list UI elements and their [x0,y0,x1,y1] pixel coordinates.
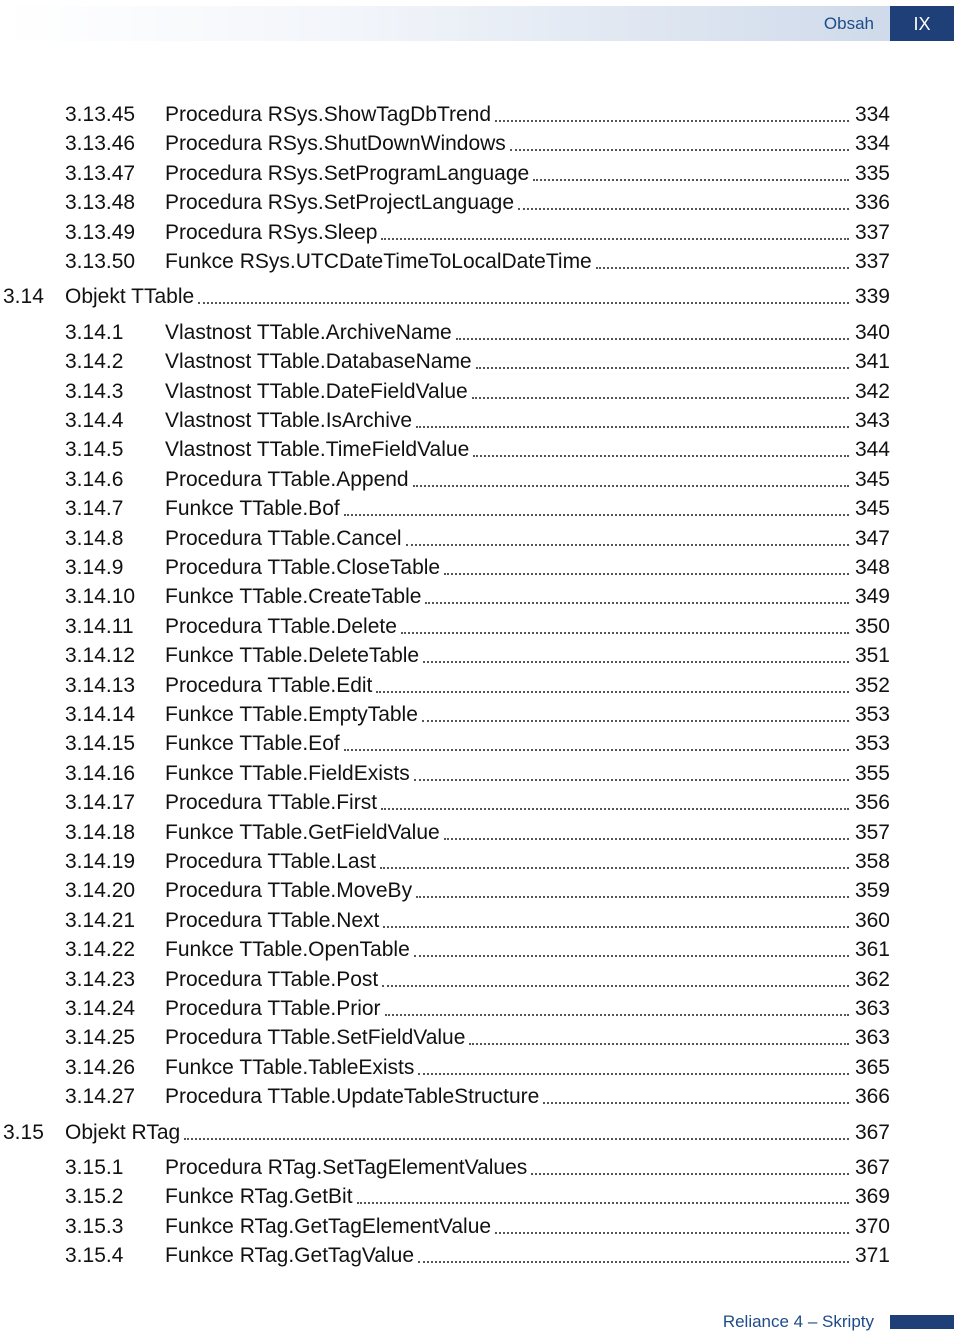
toc-entry-number: 3.13.45 [65,103,136,126]
toc-entry-title[interactable]: Procedura RSys.ShowTagDbTrend [165,103,492,126]
toc-entry-title[interactable]: Funkce TTable.GetFieldValue [165,821,440,844]
toc-entry[interactable] [65,219,890,245]
toc-entry-page: 357 [854,821,890,844]
toc-entry-page: 334 [854,132,890,155]
toc-entry-number: 3.14.12 [65,644,136,667]
toc-entry-number: 3.14.7 [65,497,124,520]
toc-entry-title[interactable]: Funkce RSys.UTCDateTimeToLocalDateTime [165,250,592,273]
toc-entry[interactable] [65,583,890,609]
toc-entry[interactable] [65,1024,890,1050]
toc-dot-leader [469,1043,849,1045]
toc-entry-title[interactable]: Funkce TTable.EmptyTable [165,703,418,726]
toc-entry-title[interactable]: Procedura TTable.Delete [165,615,397,638]
toc-entry-title[interactable]: Funkce RTag.GetBit [165,1185,353,1208]
toc-entry-page: 353 [854,703,890,726]
toc-entry[interactable] [65,436,890,462]
toc-entry-number: 3.14.19 [65,850,136,873]
toc-entry[interactable] [65,642,890,668]
toc-entry-title[interactable]: Funkce TTable.OpenTable [165,938,410,961]
toc-dot-leader [472,397,849,399]
toc-entry-page: 356 [854,791,890,814]
toc-entry-title[interactable]: Objekt TTable [65,285,195,308]
toc-entry-page: 339 [854,285,890,308]
toc-entry-number: 3.13.46 [65,132,136,155]
toc-entry-number: 3.14.24 [65,997,136,1020]
toc-dot-leader [416,426,849,428]
toc-entry-title[interactable]: Procedura TTable.UpdateTableStructure [165,1085,540,1108]
toc-dot-leader [414,779,849,781]
toc-entry-page: 343 [854,409,890,432]
toc-entry-number: 3.14.17 [65,791,136,814]
toc-entry-number: 3.13.50 [65,250,136,273]
toc-entry-page: 361 [854,938,890,961]
toc-entry[interactable] [65,1183,890,1209]
toc-dot-leader [476,367,849,369]
toc-entry[interactable] [65,378,890,404]
toc-entry-title[interactable]: Procedura TTable.SetFieldValue [165,1026,466,1049]
toc-entry-page: 362 [854,968,890,991]
toc-entry-number: 3.13.49 [65,221,136,244]
toc-entry-number: 3.15.2 [65,1185,124,1208]
toc-entry-title[interactable]: Vlastnost TTable.ArchiveName [165,321,452,344]
toc-entry-page: 347 [854,527,890,550]
toc-entry[interactable] [65,730,890,756]
toc-entry-page: 341 [854,350,890,373]
toc-entry[interactable] [65,877,890,903]
toc-entry[interactable] [65,130,890,156]
toc-entry-title[interactable]: Funkce TTable.TableExists [165,1056,415,1079]
toc-entry-title[interactable]: Funkce TTable.Bof [165,497,340,520]
header-band [2,6,890,41]
toc-entry-title[interactable]: Procedura RTag.SetTagElementValues [165,1156,528,1179]
toc-entry[interactable] [65,348,890,374]
toc-entry-page: 352 [854,674,890,697]
toc-entry[interactable] [65,319,890,345]
toc-dot-leader [385,1014,849,1016]
toc-entry-page: 337 [854,250,890,273]
toc-entry-title[interactable]: Procedura TTable.Post [165,968,379,991]
footer-title: Reliance 4 – Skripty [722,1312,874,1331]
toc-entry-page: 367 [854,1121,890,1144]
toc-entry-title[interactable]: Procedura TTable.Edit [165,674,373,697]
toc-entry-page: 334 [854,103,890,126]
toc-entry[interactable] [65,248,890,274]
toc-entry-title[interactable]: Funkce TTable.DeleteTable [165,644,420,667]
toc-dot-leader [444,573,849,575]
toc-entry[interactable] [65,672,890,698]
toc-dot-leader [414,955,849,957]
toc-entry-number: 3.13.47 [65,162,136,185]
toc-entry-title[interactable]: Procedura TTable.First [165,791,378,814]
toc-entry-number: 3.15.4 [65,1244,124,1267]
toc-entry[interactable] [65,1213,890,1239]
toc-entry-number: 3.14.26 [65,1056,136,1079]
toc-entry-page: 363 [854,997,890,1020]
toc-entry-page: 367 [854,1156,890,1179]
toc-entry-number: 3.14.14 [65,703,136,726]
toc-entry-title[interactable]: Funkce TTable.CreateTable [165,585,422,608]
toc-entry-page: 353 [854,732,890,755]
toc-entry-page: 369 [854,1185,890,1208]
toc-dot-leader [344,749,849,751]
toc-entry-page: 358 [854,850,890,873]
toc-dot-leader [380,867,849,869]
toc-entry-page: 359 [854,879,890,902]
toc-dot-leader [357,1202,849,1204]
toc-dot-leader [444,838,849,840]
toc-entry[interactable] [65,789,890,815]
toc-entry-page: 345 [854,468,890,491]
toc-dot-leader [413,485,849,487]
toc-entry-page: 349 [854,585,890,608]
toc-entry-page: 351 [854,644,890,667]
toc-entry-page: 340 [854,321,890,344]
footer-bar [890,1315,954,1329]
toc-entry-number: 3.15.1 [65,1156,124,1179]
toc-entry-title[interactable]: Procedura RSys.SetProjectLanguage [165,191,515,214]
toc-dot-leader [198,302,849,304]
header-section-title: Obsah [823,14,874,33]
toc-dot-leader [510,149,849,151]
toc-entry-page: 366 [854,1085,890,1108]
toc-dot-leader [382,985,849,987]
toc-entry[interactable] [65,495,890,521]
toc-entry[interactable] [65,1083,890,1109]
toc-entry-title[interactable]: Procedura TTable.Append [165,468,409,491]
toc-dot-leader [406,544,849,546]
toc-entry-page: 336 [854,191,890,214]
toc-entry-number: 3.14.21 [65,909,136,932]
toc-entry[interactable] [3,1119,890,1145]
toc-entry-title[interactable]: Funkce RTag.GetTagValue [165,1244,415,1267]
toc-entry[interactable] [3,283,890,309]
toc-dot-leader [381,238,849,240]
toc-dot-leader [425,602,849,604]
toc-entry-number: 3.14.6 [65,468,124,491]
toc-dot-leader [344,514,849,516]
toc-entry-title[interactable]: Procedura TTable.CloseTable [165,556,441,579]
toc-entry-page: 363 [854,1026,890,1049]
toc-entry-page: 370 [854,1215,890,1238]
toc-entry-title[interactable]: Funkce RTag.GetTagElementValue [165,1215,492,1238]
toc-dot-leader [473,455,849,457]
toc-entry-page: 365 [854,1056,890,1079]
toc-entry-page: 350 [854,615,890,638]
toc-entry-number: 3.14.5 [65,438,124,461]
toc-entry-page: 342 [854,380,890,403]
toc-entry-number: 3.14.2 [65,350,124,373]
toc-entry-number: 3.14 [3,285,44,308]
toc-entry[interactable] [65,466,890,492]
toc-dot-leader [596,267,849,269]
toc-entry-title[interactable]: Vlastnost TTable.DateFieldValue [165,380,468,403]
toc-entry-title[interactable]: Procedura TTable.Cancel [165,527,402,550]
toc-entry-number: 3.14.20 [65,879,136,902]
toc-entry-number: 3.14.25 [65,1026,136,1049]
toc-entry-number: 3.14.27 [65,1085,136,1108]
toc-dot-leader [543,1102,849,1104]
toc-entry-title[interactable]: Procedura RSys.Sleep [165,221,378,244]
toc-entry-number: 3.14.8 [65,527,124,550]
toc-entry-title[interactable]: Funkce TTable.FieldExists [165,762,410,785]
toc-entry-number: 3.14.23 [65,968,136,991]
toc-dot-leader [184,1138,849,1140]
toc-entry[interactable] [65,760,890,786]
toc-entry-title[interactable]: Procedura RSys.ShutDownWindows [165,132,506,155]
toc-dot-leader [381,808,849,810]
toc-entry-title[interactable]: Procedura RSys.SetProgramLanguage [165,162,530,185]
toc-dot-leader [416,896,849,898]
toc-entry-page: 345 [854,497,890,520]
toc-entry[interactable] [65,189,890,215]
toc-entry-number: 3.14.16 [65,762,136,785]
toc-entry-number: 3.14.11 [65,615,134,638]
toc-entry-number: 3.14.4 [65,409,124,432]
toc-entry-number: 3.15.3 [65,1215,124,1238]
toc-entry[interactable] [65,819,890,845]
toc-entry[interactable] [65,936,890,962]
toc-entry-page: 355 [854,762,890,785]
toc-entry[interactable] [65,407,890,433]
toc-entry[interactable] [65,995,890,1021]
toc-entry[interactable] [65,525,890,551]
toc-entry-number: 3.14.18 [65,821,136,844]
toc-entry-page: 348 [854,556,890,579]
toc-entry-page: 337 [854,221,890,244]
toc-entry-page: 371 [854,1244,890,1267]
toc-dot-leader [418,1073,849,1075]
toc-entry[interactable] [65,1242,890,1268]
toc-dot-leader [518,208,849,210]
toc-entry-number: 3.15 [3,1121,44,1144]
toc-dot-leader [383,926,849,928]
toc-entry-title[interactable]: Procedura TTable.MoveBy [165,879,413,902]
toc-dot-leader [533,179,849,181]
toc-entry-title[interactable]: Objekt RTag [65,1121,181,1144]
toc-entry[interactable] [65,1054,890,1080]
toc-entry-page: 335 [854,162,890,185]
toc-entry[interactable] [65,613,890,639]
toc-entry-number: 3.13.48 [65,191,136,214]
toc-dot-leader [495,1232,849,1234]
toc-dot-leader [376,691,849,693]
toc-entry-page: 344 [854,438,890,461]
toc-entry-page: 360 [854,909,890,932]
toc-dot-leader [422,720,849,722]
toc-dot-leader [495,120,849,122]
toc-entry-title[interactable]: Procedura TTable.Next [165,909,380,932]
toc-entry-number: 3.14.22 [65,938,136,961]
toc-entry[interactable] [65,160,890,186]
header-page-number: IX [890,6,954,41]
toc-entry[interactable] [65,101,890,127]
toc-entry-title[interactable]: Vlastnost TTable.DatabaseName [165,350,472,373]
toc-entry-title[interactable]: Procedura TTable.Last [165,850,376,873]
toc-entry-number: 3.14.1 [65,321,124,344]
toc-entry-number: 3.14.15 [65,732,136,755]
toc-entry-title[interactable]: Funkce TTable.Eof [165,732,340,755]
toc-entry[interactable] [65,907,890,933]
toc-entry-number: 3.14.10 [65,585,136,608]
toc-dot-leader [531,1173,849,1175]
toc-entry[interactable] [65,1154,890,1180]
toc-entry-number: 3.14.3 [65,380,124,403]
toc-entry-number: 3.14.9 [65,556,124,579]
toc-entry-title[interactable]: Vlastnost TTable.TimeFieldValue [165,438,470,461]
toc-entry[interactable] [65,848,890,874]
toc-dot-leader [418,1261,849,1263]
toc-entry[interactable] [65,701,890,727]
toc-entry-title[interactable]: Procedura TTable.Prior [165,997,381,1020]
toc-entry[interactable] [65,966,890,992]
toc-entry[interactable] [65,554,890,580]
toc-entry-number: 3.14.13 [65,674,136,697]
toc-entry-title[interactable]: Vlastnost TTable.IsArchive [165,409,413,432]
toc-dot-leader [456,338,849,340]
toc-dot-leader [423,661,849,663]
toc-dot-leader [401,632,849,634]
